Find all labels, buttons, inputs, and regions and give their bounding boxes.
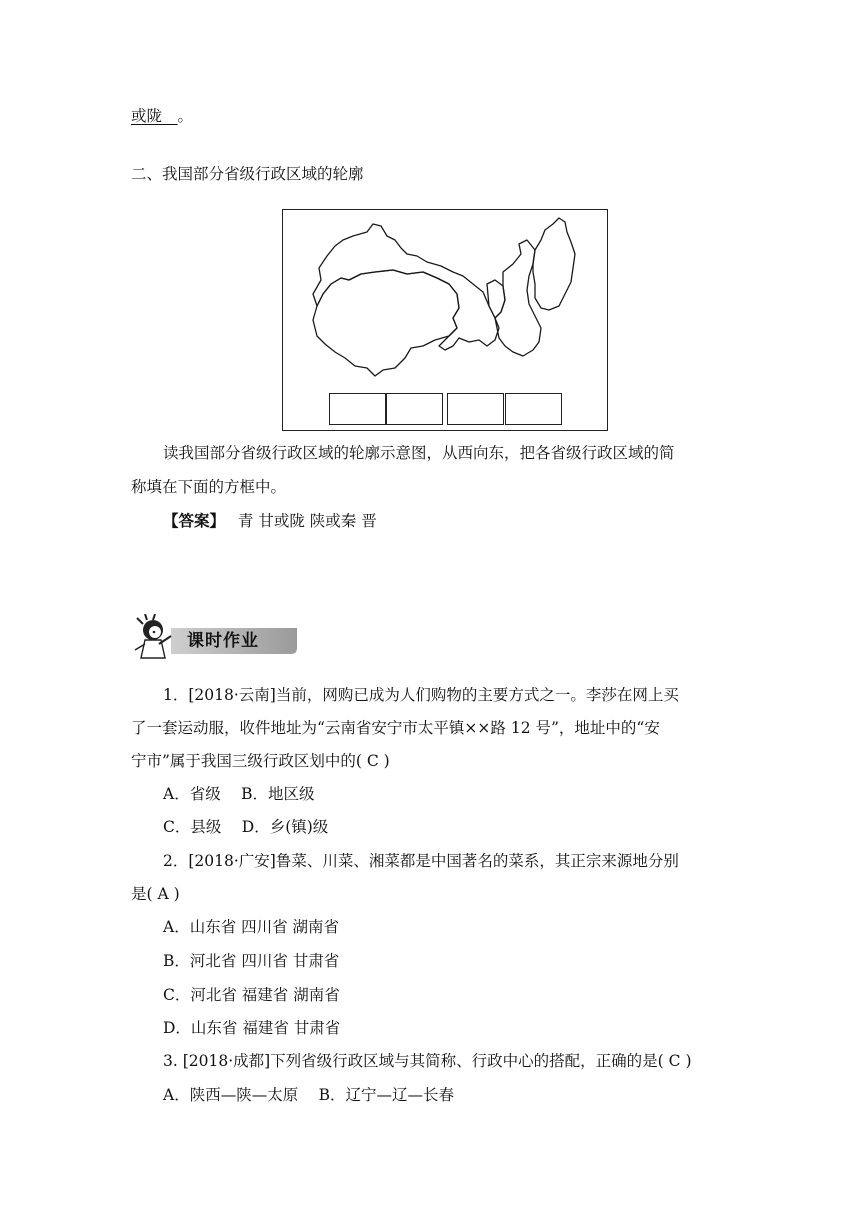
- province-outline-map: [282, 209, 608, 431]
- shanxi-outline: [533, 218, 575, 310]
- question-line: 称填在下面的方框中。: [131, 478, 287, 496]
- section-banner: [131, 614, 301, 660]
- answer-box-4[interactable]: [505, 393, 562, 425]
- q1-line: 1．[2018·云南]当前，网购已成为人们购物的主要方式之一。李莎在网上买: [163, 686, 679, 704]
- section-heading: 二、我国部分省级行政区域的轮廓: [131, 165, 364, 183]
- answer-box-1[interactable]: [329, 393, 386, 425]
- underlined-answer: 或陇: [131, 107, 163, 125]
- q3-line: 3. [2018·成都]下列省级行政区域与其简称、行政中心的搭配，正确的是( C ): [163, 1052, 692, 1070]
- q1-line: 了一套运动服，收件地址为“云南省安宁市太平镇××路 12 号”，地址中的“安: [131, 719, 660, 737]
- answer-line: [163, 511, 377, 531]
- q2-line: 是( A ): [131, 885, 180, 903]
- q1-options: C．县级 D．乡(镇)级: [163, 818, 329, 836]
- q3-options: A．陕西—陕—太原 B．辽宁—辽—长春: [163, 1086, 455, 1104]
- q1-line: 宁市”属于我国三级行政区划中的( C ): [131, 752, 390, 770]
- answer-text: 青 甘或陇 陕或秦 晋: [237, 512, 377, 530]
- answer-label: 【答案】: [163, 512, 226, 530]
- answer-box-2[interactable]: [386, 393, 443, 425]
- q2-option: D．山东省 福建省 甘肃省: [163, 1019, 341, 1037]
- q2-option: C．河北省 福建省 湖南省: [163, 986, 340, 1004]
- qinghai-outline: [313, 270, 459, 376]
- ningxia-outline: [487, 280, 505, 318]
- top-fragment: 或陇 。: [131, 107, 194, 125]
- q2-option: B．河北省 四川省 甘肃省: [163, 952, 340, 970]
- answer-box-3[interactable]: [447, 393, 504, 425]
- question-line: 读我国部分省级行政区域的轮廓示意图，从西向东，把各省级行政区域的简: [163, 444, 675, 462]
- q2-option: A．山东省 四川省 湖南省: [163, 918, 340, 936]
- gansu-outline: [313, 224, 499, 350]
- banner-title: 课时作业: [187, 631, 259, 651]
- q2-line: 2．[2018·广安]鲁菜、川菜、湘菜都是中国著名的菜系，其正宗来源地分别: [163, 852, 679, 870]
- q1-options: A．省级 B．地区级: [163, 785, 315, 803]
